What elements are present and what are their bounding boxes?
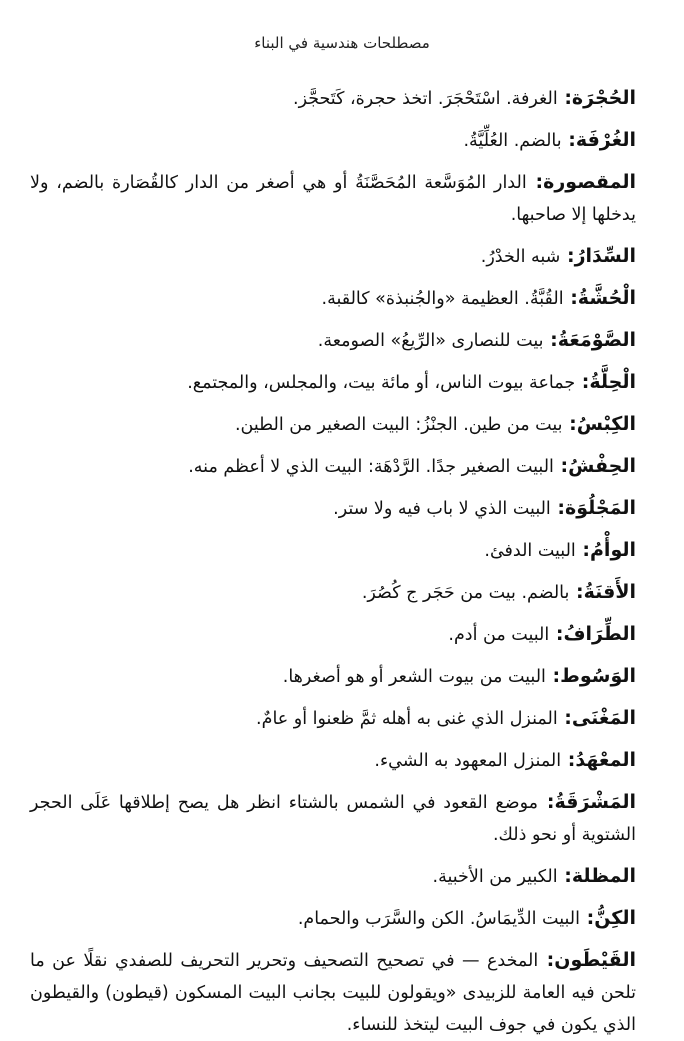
entry-definition: البيت الذي لا باب فيه ولا ستر. xyxy=(333,499,551,519)
entry-definition: بيت من طين. الجنْزُ: البيت الصغير من الطين. xyxy=(234,415,563,435)
glossary-entry: المَجْلُوَة: البيت الذي لا باب فيه ولا ستر. xyxy=(333,497,636,519)
entry-term: المَغْنَى xyxy=(571,707,636,729)
entry-definition: البيت من بيوت الشعر أو هو أصغرها. xyxy=(282,667,546,687)
glossary-entry: المَشْرَقَةُ: موضع القعود في الشمس بالشتاء انظر هل يصح إطلاقها عَلَى الحجر الشتوية أو نحو ذلك. xyxy=(30,791,636,845)
glossary-entry: القَيْطَون: المخدع — في تصحيح التصحيف وتحرير التحريف للصفدي نقلًا عن ما تلحن فيه العامة للزبيدى «ويقولون للبيت بجانب البيت المسكون (قيطون) والقيطون الذي يكون في جوف البيت ليتخذ للنساء. xyxy=(30,949,636,1035)
glossary-entry: المعْهَدُ: المنزل المعهود به الشيء. xyxy=(374,749,636,771)
entry-definition: البيت الدِّيمَاسُ. الكن والسَّرَب والحمام. xyxy=(297,909,580,929)
entry-term: الغُرْفَة xyxy=(575,129,636,151)
glossary-entry: الوَسُوط: البيت من بيوت الشعر أو هو أصغرها. xyxy=(282,665,636,687)
glossary-entry: الغُرْفَة: بالضم. العُلِّيَّةُ. xyxy=(463,129,636,151)
entry-definition: البيت الدفئ. xyxy=(484,541,576,561)
entry-term: الْحِلَّةُ xyxy=(589,371,636,393)
entry-definition: موضع القعود في الشمس بالشتاء انظر هل يصح إطلاقها عَلَى الحجر الشتوية أو نحو ذلك. xyxy=(30,793,636,845)
glossary-entry: الصَّوْمَعَةُ: بيت للنصارى «الرِّيعُ» الصومعة. xyxy=(317,329,636,351)
entry-definition: بالضم. بيت من حَجَر ج كُصُرَ. xyxy=(361,583,570,603)
entry-term: المعْهَدُ xyxy=(575,749,636,771)
glossary-entry: المظلة: الكبير من الأخبية. xyxy=(432,865,636,887)
entry-definition: الدار المُوَسَّعة المُحَصَّنَةُ أو هي أصغر من الدار كالقُصَارة بالضم، ولا يدخلها إلا صاحبها. xyxy=(30,173,636,225)
entry-term: الأَقنَةُ xyxy=(583,581,636,603)
entry-definition: الغرفة. اسْتَحْجَرَ. اتخذ حجرة، كَتَحجَّز. xyxy=(293,89,558,109)
entry-term: الوَسُوط xyxy=(560,665,636,687)
entry-definition: الكبير من الأخبية. xyxy=(432,867,558,887)
entry-term: الوأْمُ xyxy=(590,539,636,561)
glossary-entry: الطِّرَافُ: البيت من أدم. xyxy=(448,623,636,645)
entry-term: المقصورة xyxy=(543,171,636,193)
glossary-entry: المَغْنَى: المنزل الذي غنى به أهله ثمَّ ظعنوا أو عامٌ. xyxy=(256,707,636,729)
entry-definition: بيت للنصارى «الرِّيعُ» الصومعة. xyxy=(317,331,544,351)
glossary-entry: الأَقنَةُ: بالضم. بيت من حَجَر ج كُصُرَ. xyxy=(361,581,636,603)
entry-definition: شبه الخدْرُ. xyxy=(480,247,561,267)
entry-term: الْحُشَّةُ xyxy=(577,287,636,309)
glossary-entry: الْحُشَّةُ: القُبَّةُ. العظيمة «والجُنبذة» كالقبة. xyxy=(321,287,636,309)
entry-term: الكِنُّ xyxy=(594,907,636,929)
entry-term: المظلة xyxy=(571,865,636,887)
entry-definition: المخدع — في تصحيح التصحيف وتحرير التحريف للصفدي نقلًا عن ما تلحن فيه العامة للزبيدى «ويقولون للبيت بجانب البيت المسكون (قيطون) والقيطون الذي يكون في جوف البيت ليتخذ للنساء. xyxy=(30,951,636,1035)
glossary-entry: الوأْمُ: البيت الدفئ. xyxy=(484,539,636,561)
entry-term: الحُجْرَة xyxy=(571,87,636,109)
entry-definition: المنزل المعهود به الشيء. xyxy=(374,751,562,771)
entry-term: القَيْطَون xyxy=(554,949,636,971)
glossary-entry: الحُجْرَة: الغرفة. اسْتَحْجَرَ. اتخذ حجرة، كَتَحجَّز. xyxy=(293,87,636,109)
entry-term: الحِفْشُ xyxy=(568,455,636,477)
entry-term: الصَّوْمَعَةُ xyxy=(557,329,636,351)
entry-definition: القُبَّةُ. العظيمة «والجُنبذة» كالقبة. xyxy=(321,289,564,309)
glossary-entry: المقصورة: الدار المُوَسَّعة المُحَصَّنَةُ أو هي أصغر من الدار كالقُصَارة بالضم، ولا يدخلها إلا صاحبها. xyxy=(30,171,636,225)
entry-definition: بالضم. العُلِّيَّةُ. xyxy=(463,131,562,151)
glossary-entry: السِّدَارُ: شبه الخدْرُ. xyxy=(480,245,636,267)
entry-definition: جماعة بيوت الناس، أو مائة بيت، والمجلس، والمجتمع. xyxy=(187,373,576,393)
entry-definition: البيت من أدم. xyxy=(448,625,550,645)
glossary-entry: الكِنُّ: البيت الدِّيمَاسُ. الكن والسَّرَب والحمام. xyxy=(297,907,636,929)
glossary-entry: الْحِلَّةُ: جماعة بيوت الناس، أو مائة بيت، والمجلس، والمجتمع. xyxy=(187,371,636,393)
entry-definition: البيت الصغير جدًا. الرَّدْهَة: البيت الذي لا أعظم منه. xyxy=(188,457,554,477)
glossary-list xyxy=(30,82,636,1041)
page-title: مصطلحات هندسية في البناء xyxy=(254,34,430,52)
entry-definition: المنزل الذي غنى به أهله ثمَّ ظعنوا أو عامٌ. xyxy=(256,709,558,729)
entry-term: المَشْرَقَةُ xyxy=(554,791,636,813)
glossary-entry: الكِبْسُ: بيت من طين. الجنْزُ: البيت الصغير من الطين. xyxy=(234,413,636,435)
glossary-entry: الحِفْشُ: البيت الصغير جدًا. الرَّدْهَة: البيت الذي لا أعظم منه. xyxy=(188,455,636,477)
entry-term: السِّدَارُ xyxy=(574,245,636,267)
entry-term: المَجْلُوَة xyxy=(565,497,636,519)
entry-term: الكِبْسُ xyxy=(576,413,636,435)
entry-term: الطِّرَافُ xyxy=(563,623,636,645)
